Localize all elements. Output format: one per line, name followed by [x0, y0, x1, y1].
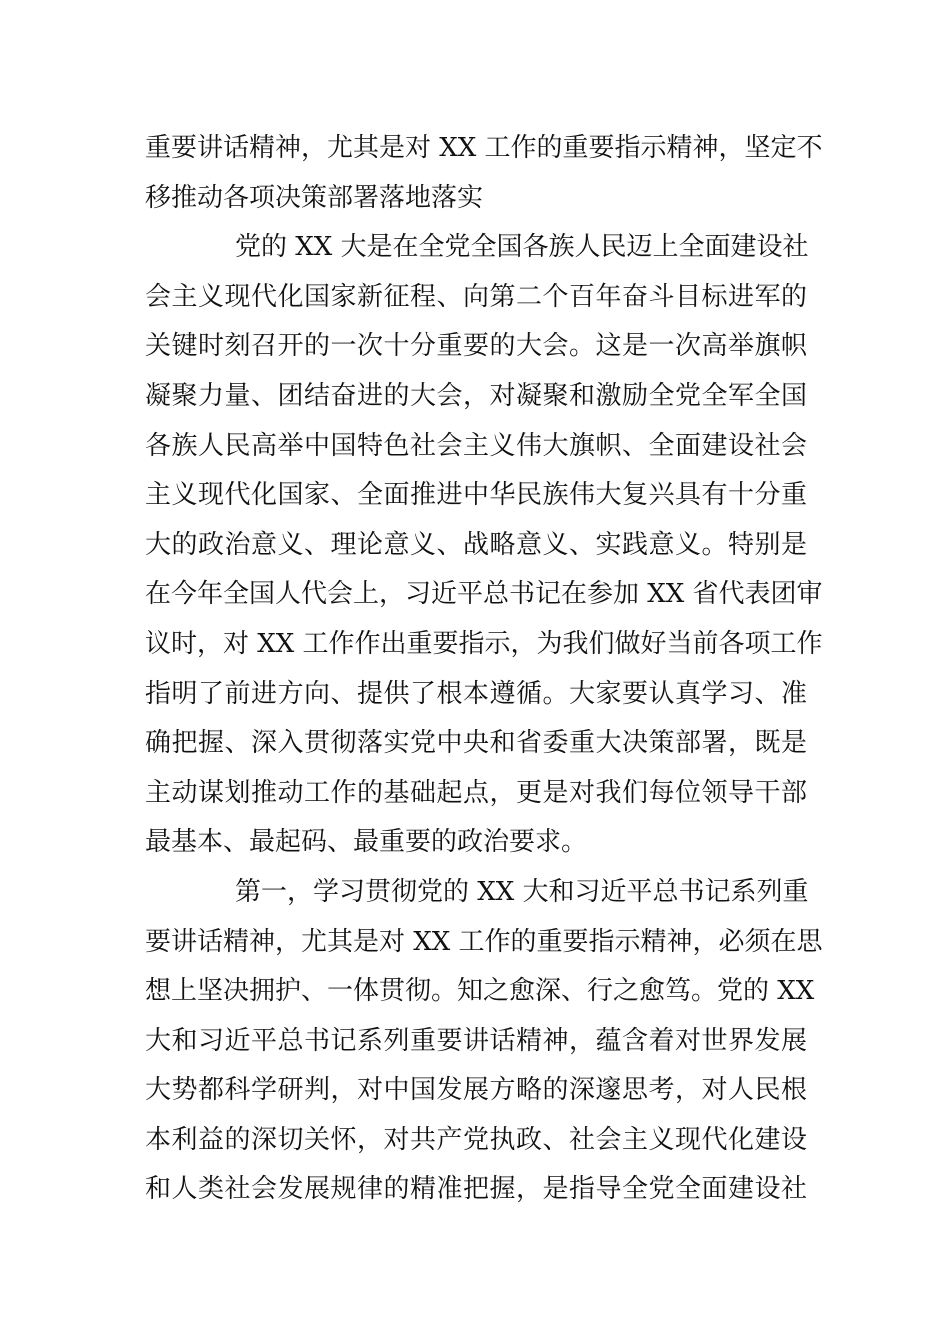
- text-line: 主义现代化国家、全面推进中华民族伟大复兴具有十分重: [145, 480, 807, 511]
- text-line: 主动谋划推动工作的基础起点，更是对我们每位领导干部: [145, 777, 807, 808]
- document-body: [145, 124, 823, 1215]
- text-line: 议时，对 XX 工作作出重要指示，为我们做好当前各项工作: [145, 628, 823, 659]
- text-line: 想上坚决拥护、一体贯彻。知之愈深、行之愈笃。党的 XX: [145, 976, 815, 1007]
- text-line: 要讲话精神，尤其是对 XX 工作的重要指示精神，必须在思: [145, 926, 823, 957]
- text-line: 凝聚力量、团结奋进的大会，对凝聚和激励全党全军全国: [145, 380, 807, 411]
- text-line: 确把握、深入贯彻落实党中央和省委重大决策部署，既是: [145, 728, 807, 759]
- text-line: 大的政治意义、理论意义、战略意义、实践意义。特别是: [145, 529, 807, 560]
- text-line: 移推动各项决策部署落地落实: [145, 182, 484, 213]
- text-line: 关键时刻召开的一次十分重要的大会。这是一次高举旗帜: [145, 331, 807, 362]
- paragraph-start-line: 第一，学习贯彻党的 XX 大和习近平总书记系列重: [235, 876, 809, 907]
- text-line: 重要讲话精神，尤其是对 XX 工作的重要指示精神，坚定不: [145, 133, 823, 163]
- text-line: 会主义现代化国家新征程、向第二个百年奋斗目标进军的: [145, 281, 807, 312]
- text-line: 本利益的深切关怀，对共产党执政、社会主义现代化建设: [145, 1124, 807, 1155]
- paragraph-start-line: 党的 XX 大是在全党全国各族人民迈上全面建设社: [235, 232, 809, 263]
- text-line: 和人类社会发展规律的精准把握，是指导全党全面建设社: [145, 1174, 807, 1205]
- text-line: 在今年全国人代会上，习近平总书记在参加 XX 省代表团审: [145, 579, 823, 610]
- text-line: 最基本、最起码、最重要的政治要求。: [145, 827, 588, 858]
- text-line: 大和习近平总书记系列重要讲话精神，蕴含着对世界发展: [145, 1025, 807, 1056]
- text-line: 指明了前进方向、提供了根本遵循。大家要认真学习、准: [145, 678, 807, 709]
- text-line: 各族人民高举中国特色社会主义伟大旗帜、全面建设社会: [145, 430, 807, 461]
- text-line: 大势都科学研判，对中国发展方略的深邃思考，对人民根: [145, 1075, 807, 1106]
